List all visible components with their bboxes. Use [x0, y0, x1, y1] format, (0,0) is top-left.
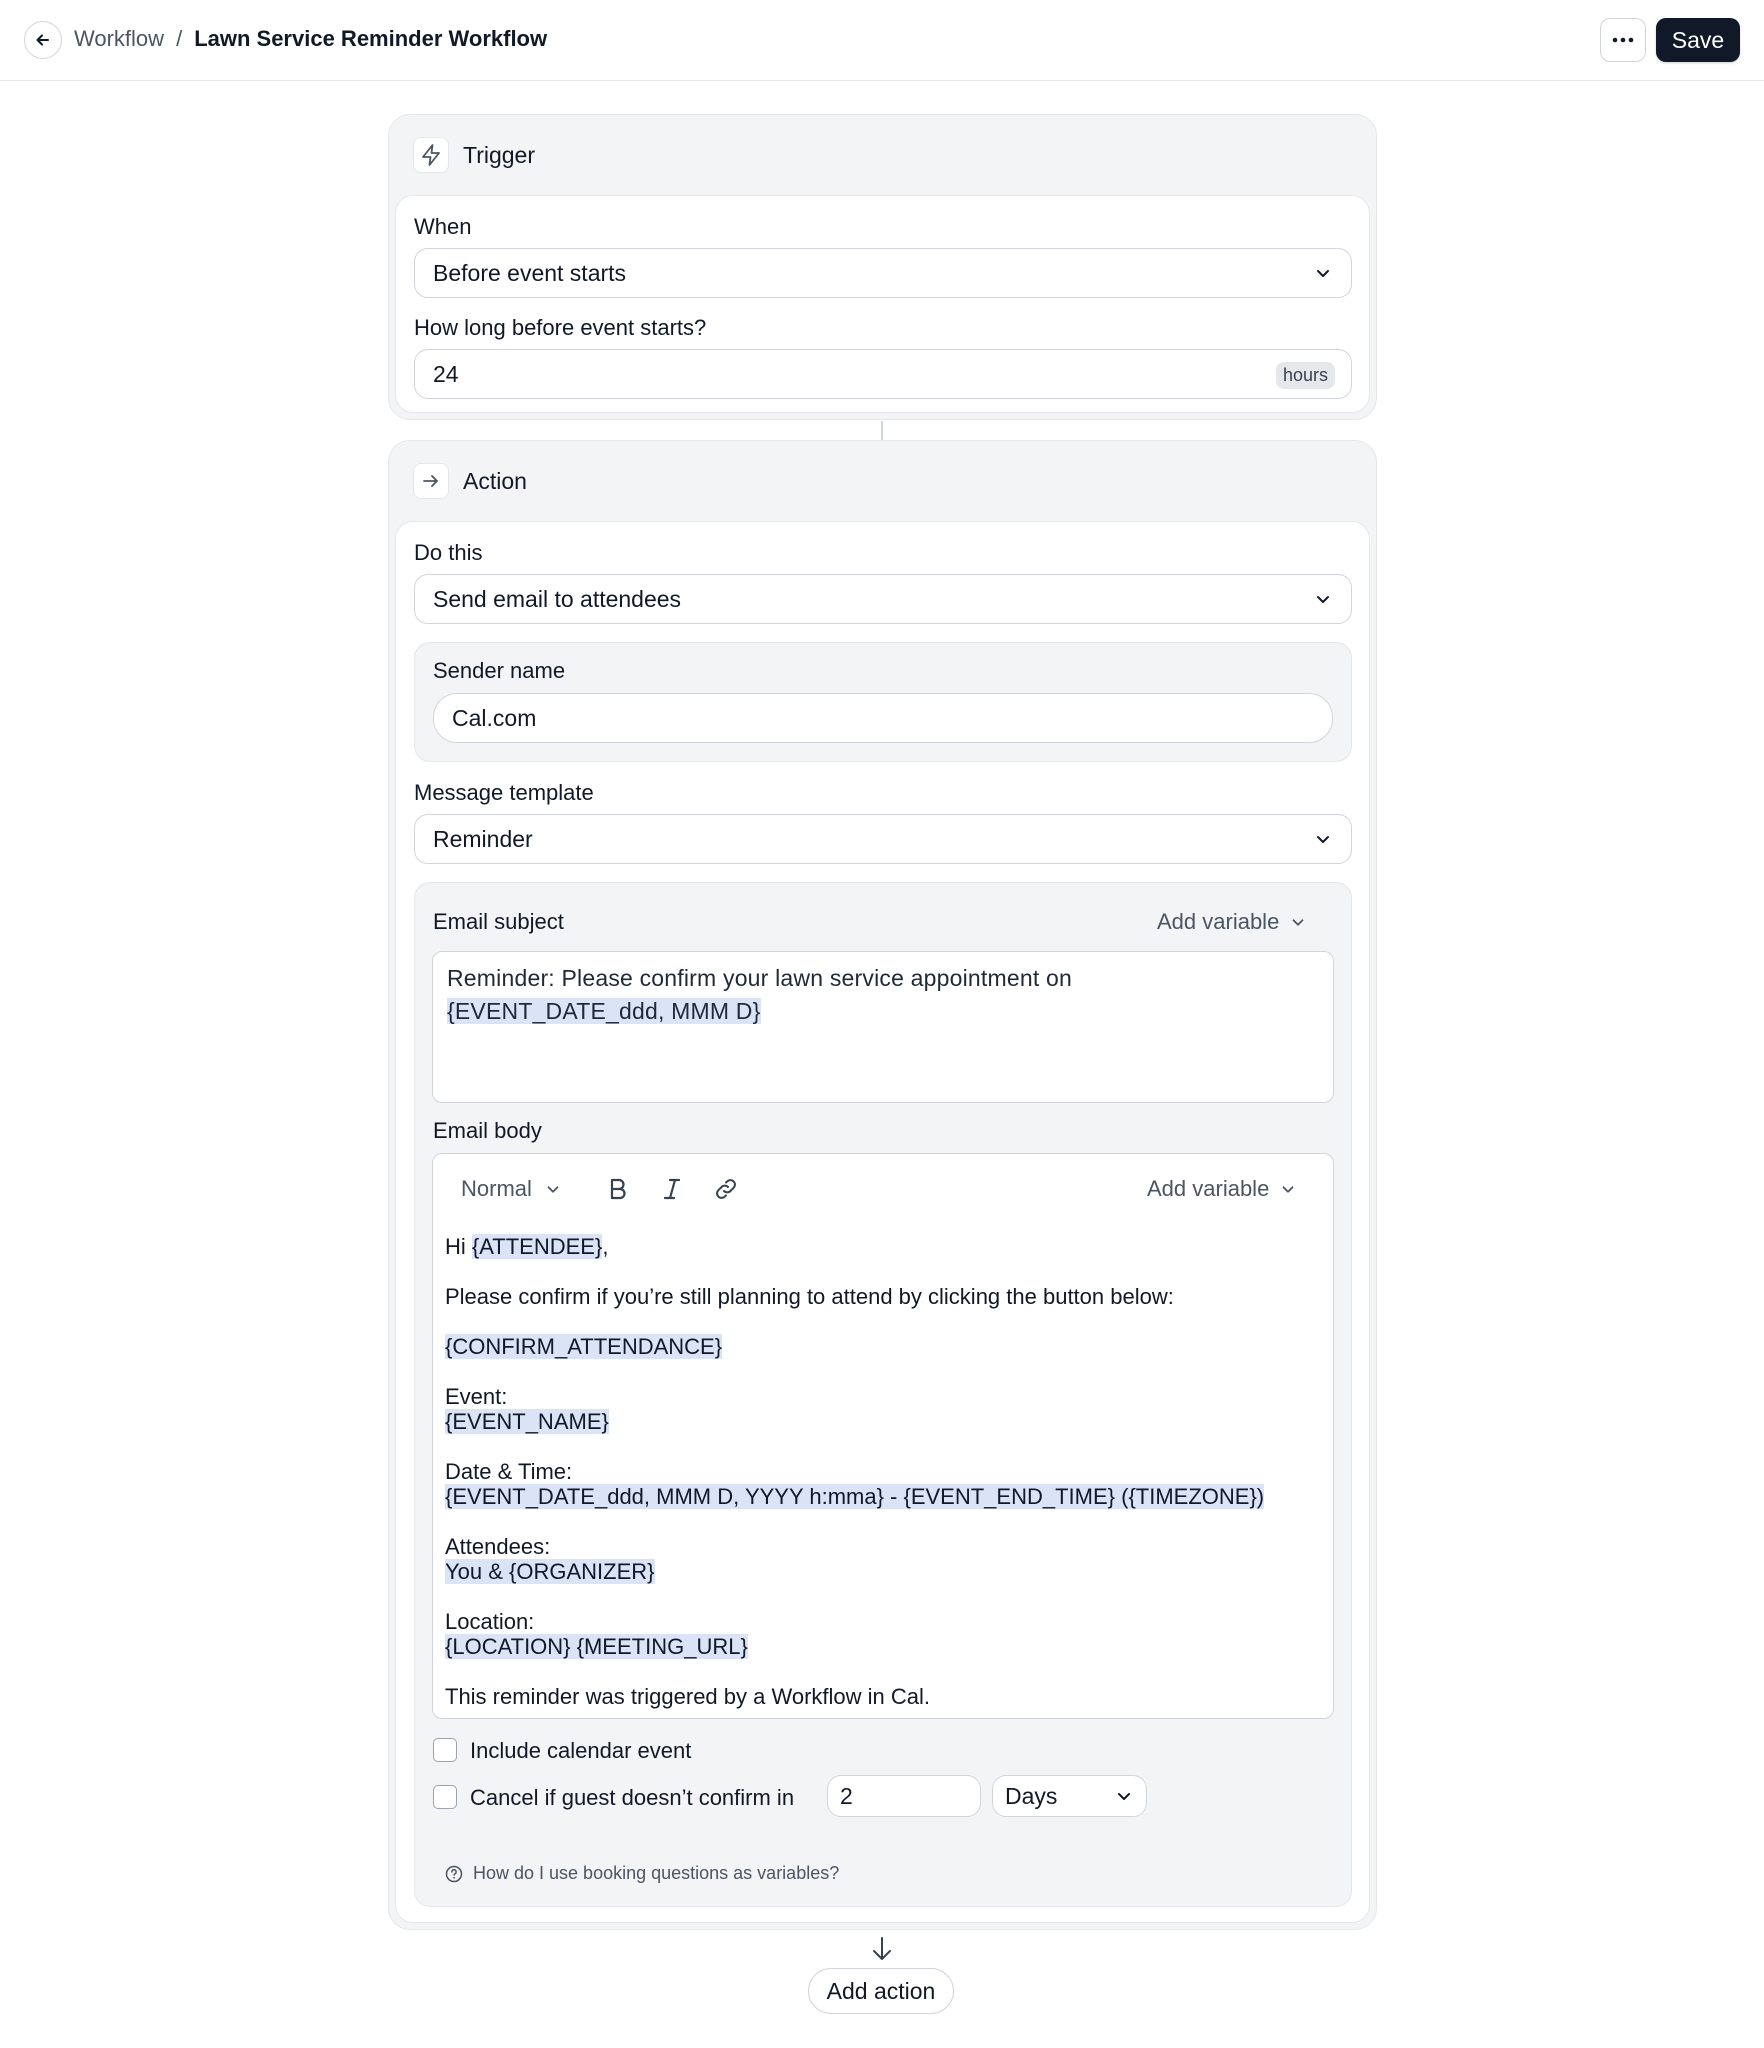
breadcrumb-separator: /: [176, 26, 183, 51]
subject-text: Reminder: Please confirm your lawn service appointment on: [447, 965, 1073, 991]
trigger-body: [395, 195, 1370, 413]
cancel-unit-value: Days: [1005, 1782, 1058, 1809]
page-title: Lawn Service Reminder Workflow: [194, 26, 548, 51]
italic-button[interactable]: [657, 1174, 687, 1204]
help-text: How do I use booking questions as variables?: [473, 1863, 840, 1883]
subject-variable: {EVENT_DATE_ddd, MMM D}: [447, 998, 761, 1024]
format-value: Normal: [461, 1176, 532, 1201]
cancel-confirm-checkbox[interactable]: [433, 1785, 457, 1809]
chevron-down-icon: [1279, 1180, 1297, 1198]
how-long-label: How long before event starts?: [414, 315, 707, 340]
arrow-down-icon: [868, 1935, 896, 1963]
chevron-down-icon: [544, 1180, 562, 1198]
arrow-left-icon: [34, 31, 52, 49]
message-template-label: Message template: [414, 780, 594, 805]
when-select[interactable]: [414, 248, 1352, 298]
back-button[interactable]: [24, 21, 62, 59]
confirm-line: Please confirm if you’re still planning to attend by clicking the button below:: [445, 1284, 1174, 1309]
more-options-button[interactable]: [1600, 18, 1646, 62]
do-this-label: Do this: [414, 540, 483, 565]
greeting-line: Hi {ATTENDEE},: [445, 1234, 609, 1259]
when-value: Before event starts: [433, 259, 627, 286]
body-add-variable-button[interactable]: [1147, 1176, 1297, 1202]
arrow-right-icon: [421, 471, 441, 491]
ellipsis-icon: [1612, 37, 1634, 43]
attendees-block: Attendees: You & {ORGANIZER}: [445, 1534, 655, 1584]
hours-suffix: hours: [1276, 362, 1335, 389]
add-action-button[interactable]: Add action: [808, 1968, 954, 2014]
action-card: [388, 440, 1377, 1930]
sender-name-value: Cal.com: [452, 704, 537, 731]
cancel-duration-input[interactable]: [827, 1775, 981, 1817]
sender-name-input[interactable]: [433, 693, 1333, 743]
bold-icon: [608, 1178, 628, 1200]
format-select[interactable]: [461, 1176, 562, 1202]
chevron-down-icon: [1313, 263, 1333, 283]
datetime-block: Date & Time: {EVENT_DATE_ddd, MMM D, YYYY h:mma} - {EVENT_END_TIME} ({TIMEZONE}): [445, 1459, 1265, 1509]
how-long-value: 24: [433, 360, 459, 387]
sender-name-label: Sender name: [433, 658, 566, 683]
do-this-value: Send email to attendees: [433, 585, 682, 612]
footer-line: This reminder was triggered by a Workflow in Cal.: [445, 1684, 930, 1709]
chevron-down-icon: [1289, 913, 1307, 931]
action-title: Action: [463, 467, 527, 494]
chevron-down-icon: [1313, 589, 1333, 609]
trigger-header: [389, 115, 1376, 195]
email-panel: [414, 882, 1352, 1907]
email-body-editor[interactable]: [432, 1153, 1334, 1719]
action-icon-box: [413, 463, 449, 499]
add-variable-label: Add variable: [1157, 909, 1280, 934]
italic-icon: [662, 1178, 682, 1200]
email-subject-label: Email subject: [433, 909, 564, 934]
action-header: [389, 441, 1376, 521]
email-body-content: [445, 1234, 1264, 1734]
sender-panel: [414, 642, 1352, 762]
how-long-input[interactable]: [414, 349, 1352, 399]
lightning-icon: [420, 143, 442, 167]
trigger-title: Trigger: [463, 141, 535, 168]
breadcrumb: [74, 26, 547, 52]
chevron-down-icon: [1114, 1786, 1134, 1806]
breadcrumb-workflow-link[interactable]: Workflow: [74, 26, 165, 51]
subject-add-variable-button[interactable]: [1157, 909, 1307, 935]
when-label: When: [414, 214, 472, 239]
cancel-duration-value: 2: [840, 1782, 853, 1809]
message-template-select[interactable]: [414, 814, 1352, 864]
email-body-label: Email body: [433, 1118, 542, 1143]
top-bar: [0, 0, 1764, 81]
trigger-card: [388, 114, 1377, 420]
include-calendar-label: Include calendar event: [470, 1738, 692, 1763]
do-this-select[interactable]: [414, 574, 1352, 624]
cancel-unit-select[interactable]: [992, 1775, 1147, 1817]
bold-button[interactable]: [603, 1174, 633, 1204]
add-variable-label: Add variable: [1147, 1176, 1270, 1201]
link-icon: [714, 1177, 738, 1201]
save-button[interactable]: Save: [1656, 18, 1740, 62]
connector-line: [881, 421, 883, 441]
include-calendar-checkbox[interactable]: [433, 1738, 457, 1762]
booking-questions-help-link[interactable]: [445, 1863, 839, 1884]
datetime-variable: {EVENT_DATE_ddd, MMM D, YYYY h:mma} - {EVENT_END_TIME} ({TIMEZONE}): [445, 1484, 1265, 1509]
event-name-variable: {EVENT_NAME}: [445, 1409, 609, 1434]
attendees-variable: You & {ORGANIZER}: [445, 1559, 655, 1584]
question-circle-icon: [445, 1865, 463, 1883]
confirm-attendance-variable: {CONFIRM_ATTENDANCE}: [445, 1334, 723, 1359]
link-button[interactable]: [711, 1174, 741, 1204]
event-block: Event: {EVENT_NAME}: [445, 1384, 609, 1434]
action-body: [395, 521, 1370, 1923]
attendee-variable: {ATTENDEE}: [471, 1234, 603, 1259]
cancel-confirm-label: Cancel if guest doesn’t confirm in: [470, 1785, 795, 1810]
trigger-icon-box: [413, 137, 449, 173]
email-subject-textarea[interactable]: [432, 951, 1334, 1103]
message-template-value: Reminder: [433, 825, 533, 852]
location-variable: {LOCATION} {MEETING_URL}: [445, 1634, 748, 1659]
location-block: Location: {LOCATION} {MEETING_URL}: [445, 1609, 748, 1659]
chevron-down-icon: [1313, 829, 1333, 849]
editor-toolbar: [433, 1154, 1333, 1224]
